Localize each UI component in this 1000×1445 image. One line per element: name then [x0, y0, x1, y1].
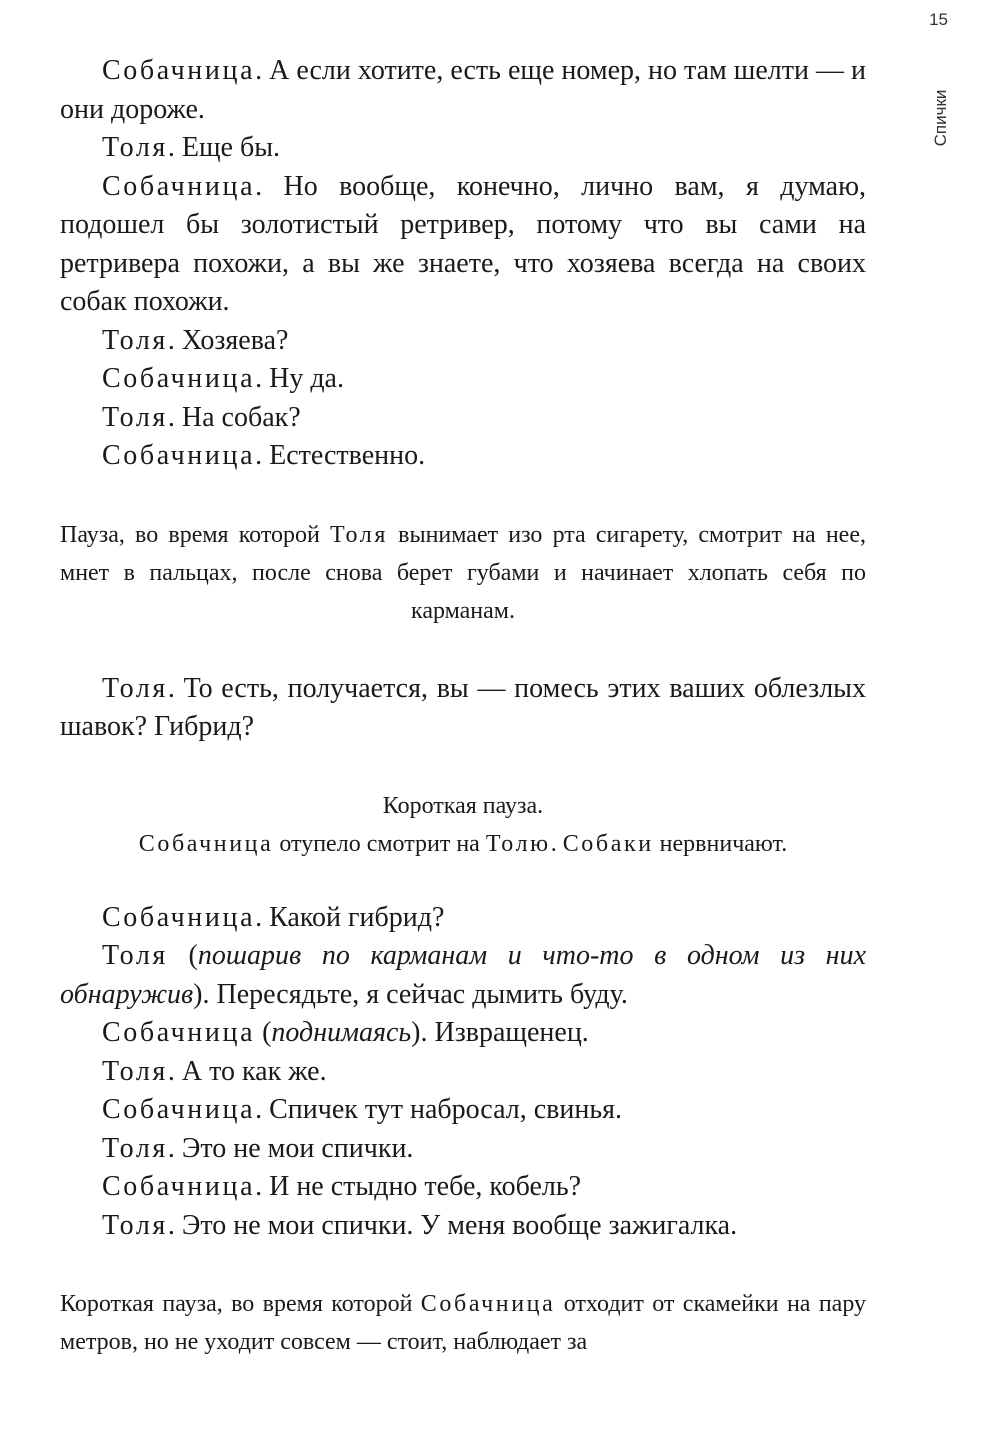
- line-text: . Это не мои спички.: [167, 1132, 414, 1164]
- dialogue-line: [60, 1091, 866, 1130]
- direction-text: Короткая пауза, во время которой: [60, 1291, 421, 1317]
- dialogue-line: [60, 437, 866, 476]
- line-text: (: [167, 940, 198, 971]
- speaker-name: Толя: [102, 324, 168, 356]
- stage-direction: [60, 787, 866, 863]
- speaker-name: Собачница: [102, 170, 256, 202]
- dialogue-line: [60, 129, 866, 168]
- line-text: . И не стыдно тебе, кобель?: [255, 1171, 582, 1202]
- line-text: . Спичек тут набросал, свинья.: [255, 1094, 622, 1125]
- page-text: [60, 52, 866, 1361]
- character-name: Собачница: [420, 1291, 556, 1317]
- dialogue-line: [60, 168, 866, 322]
- line-text: ). Пересядьте, я сейчас дымить буду.: [193, 978, 628, 1010]
- stage-remark: пошарив по карманам и что-то в одном из них обнаружив: [60, 940, 867, 1010]
- dialogue-line: [60, 322, 866, 361]
- dialogue-line: [60, 1168, 866, 1207]
- stage-direction: [60, 516, 866, 630]
- line-text: . А то как же.: [167, 1055, 327, 1087]
- speaker-name: Собачница: [102, 363, 256, 394]
- speaker-name: Толя: [102, 1132, 168, 1164]
- direction-text: Пауза, во время которой: [60, 521, 331, 548]
- line-text: ). Извращенец.: [411, 1017, 589, 1048]
- speaker-name: Толя: [102, 1209, 168, 1241]
- speaker-name: Собачница: [102, 440, 256, 471]
- speaker-name: Собачница: [102, 1017, 256, 1048]
- character-name: Собачница: [138, 830, 274, 857]
- speaker-name: Толя: [102, 1055, 168, 1087]
- direction-text: Короткая пауза.: [382, 792, 544, 819]
- speaker-name: Собачница: [102, 55, 256, 86]
- line-text: (: [255, 1017, 272, 1048]
- direction-text: отупело смотрит на: [273, 830, 486, 857]
- character-name: Толю: [485, 830, 551, 857]
- line-text: . Какой гибрид?: [255, 901, 445, 933]
- speaker-name: Собачница: [102, 1094, 256, 1125]
- direction-text: нервничают.: [653, 830, 788, 857]
- direction-text: вынимает изо рта сигарету, смотрит на нее, мнет в пальцах, после снова берет губами и начинает хлопать себя по карманам.: [60, 521, 866, 624]
- line-text: . А если хотите, есть еще номер, но там шелти — и они дороже.: [60, 55, 866, 125]
- dialogue-line: [60, 670, 866, 747]
- dialogue-line: [60, 399, 866, 438]
- speaker-name: Собачница: [102, 1171, 256, 1202]
- dialogue-line: [60, 899, 866, 938]
- line-text: . Хозяева?: [167, 324, 289, 356]
- dialogue-line: [60, 1053, 866, 1092]
- line-text: . Еще бы.: [167, 132, 281, 163]
- dialogue-line: [60, 360, 866, 399]
- line-text: . Естественно.: [255, 440, 426, 471]
- speaker-name: Собачница: [102, 901, 256, 933]
- line-text: . Ну да.: [255, 363, 344, 394]
- speaker-name: Толя: [102, 940, 168, 971]
- line-text: . На собак?: [167, 401, 301, 433]
- stage-remark: поднимаясь: [271, 1017, 412, 1048]
- dialogue-line: [60, 52, 866, 129]
- direction-text: .: [550, 830, 563, 857]
- line-text: . Но вообще, конечно, лично вам, я думаю, подошел бы золотистый ретривер, потому что вы сами на ретривера похожи, а вы же знаете, что хозяева всегда на своих собак похожи.: [60, 170, 866, 317]
- dialogue-line: [60, 1014, 866, 1053]
- line-text: . Это не мои спички. У меня вообще зажигалка.: [167, 1209, 738, 1241]
- character-name: Собаки: [562, 830, 654, 857]
- running-title: Спички: [931, 89, 950, 147]
- stage-direction: [60, 1285, 866, 1361]
- speaker-name: Толя: [102, 672, 168, 704]
- speaker-name: Толя: [102, 132, 168, 163]
- character-name: Толя: [330, 521, 388, 548]
- dialogue-line: [60, 937, 866, 1014]
- direction-text: отходит от скамейки на пару метров, но не уходит совсем — стоит, наблюдает за: [60, 1291, 867, 1355]
- page-number: 15: [929, 10, 948, 29]
- speaker-name: Толя: [102, 401, 168, 433]
- dialogue-line: [60, 1207, 866, 1246]
- dialogue-line: [60, 1130, 866, 1169]
- line-text: . То есть, получается, вы — помесь этих ваших облезлых шавок? Гибрид?: [60, 672, 866, 742]
